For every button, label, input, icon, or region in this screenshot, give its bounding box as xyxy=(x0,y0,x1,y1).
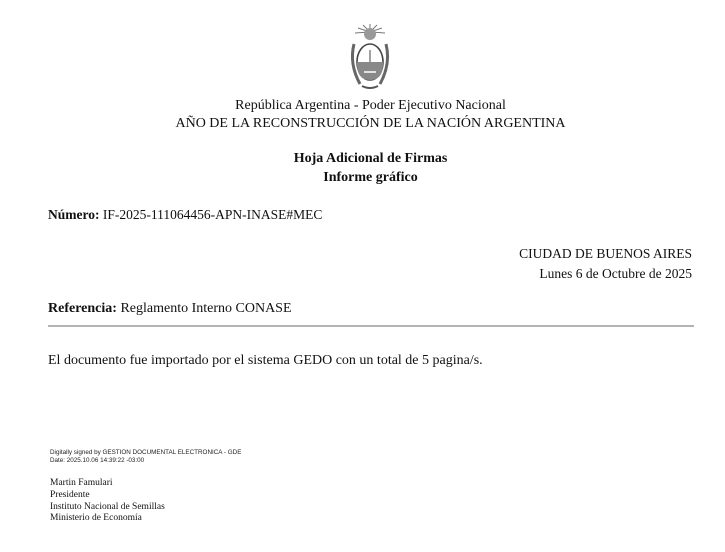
signer-organization: Instituto Nacional de Semillas xyxy=(50,501,165,512)
divider xyxy=(48,325,694,327)
document-subtitle: Informe gráfico xyxy=(323,170,418,185)
referencia-value: Reglamento Interno CONASE xyxy=(120,301,292,316)
digital-signature-stamp xyxy=(50,449,241,464)
signer-ministry: Ministerio de Economía xyxy=(50,513,142,524)
signer-role: Presidente xyxy=(50,489,90,500)
numero-label: Número: xyxy=(48,207,100,222)
referencia-label: Referencia: xyxy=(48,301,117,316)
year-motto: AÑO DE LA RECONSTRUCCIÓN DE LA NACIÓN ARGENTINA xyxy=(175,116,566,131)
digital-signature-date: Date: 2025.10.06 14:39:22 -03:00 xyxy=(50,456,145,464)
numero-value: IF-2025-111064456-APN-INASE#MEC xyxy=(102,207,323,222)
numero-row xyxy=(48,207,322,223)
date: Lunes 6 de Octubre de 2025 xyxy=(539,266,692,281)
body-text: El documento fue importado por el sistema GEDO con un total de 5 pagina/s. xyxy=(48,353,483,368)
digital-signer: Digitally signed by GESTION DOCUMENTAL ELECTRONICA - GDE xyxy=(50,449,242,456)
signer-block xyxy=(50,478,165,525)
referencia-row xyxy=(48,301,292,317)
document-title: Hoja Adicional de Firmas xyxy=(293,151,448,166)
coat-of-arms-icon xyxy=(346,22,394,92)
government-header: República Argentina - Poder Ejecutivo Nacional xyxy=(235,98,506,113)
signer-name: Martin Famulari xyxy=(50,478,113,488)
city: CIUDAD DE BUENOS AIRES xyxy=(519,246,692,261)
